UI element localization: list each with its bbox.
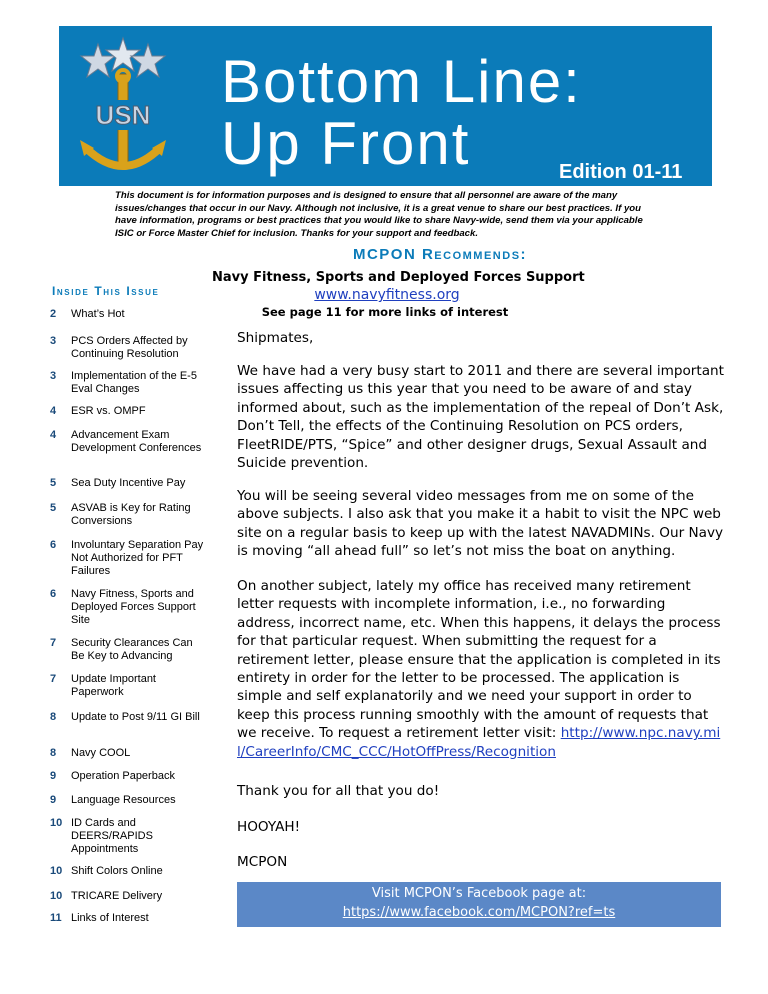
toc-item[interactable] [50, 637, 212, 663]
toc-page-number: 3 [50, 370, 57, 382]
toc-item[interactable] [50, 890, 212, 903]
toc-item[interactable] [50, 370, 212, 396]
toc-item[interactable] [50, 429, 212, 455]
toc-page-number: 8 [50, 747, 57, 759]
newsletter-title-line2: Up Front [221, 110, 471, 177]
toc-page-number: 9 [50, 794, 57, 806]
toc-item-label: Navy COOL [71, 747, 131, 759]
toc-item-label: Shift Colors Online [71, 865, 163, 877]
recommended-site-link[interactable]: www.navyfitness.org [314, 287, 460, 303]
toc-item-label: Language Resources [71, 794, 176, 806]
toc-heading: Inside This Issue [52, 284, 160, 298]
facebook-link-line [237, 905, 721, 921]
toc-item-label: What’s Hot [71, 308, 125, 320]
letter-paragraph-3-text: On another subject, lately my office has received many retirement letter requests with incomplete information, i.e., no forwarding address, incorrect name, etc. When this happens, it delays the process for that particular request. When submitting the request for a retirement letter, please ensure that the application is completed in its entirety in order for the letter to be processed. The application is simple and self explanatorily and we need your support in order to keep this process running smoothly with the amount of requests that we receive. To request a retirement letter visit: [237, 578, 721, 742]
toc-item[interactable] [50, 335, 212, 361]
letter-thanks: Thank you for all that you do! [237, 783, 440, 799]
toc-item[interactable] [50, 747, 212, 760]
toc-item[interactable] [50, 711, 212, 724]
letter-paragraph-2: You will be seeing several video messages from me on some of the above subjects. I also ask that you make it a habit to visit the NPC web site on a regular basis to keep up with the latest NAVADMINs. Our Navy is moving “all ahead full” so let’s not miss the boat on anything. [237, 488, 724, 560]
recommended-site-title: Navy Fitness, Sports and Deployed Forces Support [212, 270, 585, 285]
toc-page-number: 6 [50, 539, 57, 551]
toc-page-number: 5 [50, 477, 57, 489]
toc-page-number: 10 [50, 890, 63, 902]
toc-item-label: Implementation of the E-5 Eval Changes [71, 370, 197, 395]
toc-page-number: 6 [50, 588, 57, 600]
toc-item[interactable] [50, 770, 212, 783]
toc-item-label: Navy Fitness, Sports and Deployed Forces Support Site [71, 588, 196, 626]
letter-signature: MCPON [237, 854, 288, 870]
toc-item-label: Sea Duty Incentive Pay [71, 477, 186, 489]
toc-item-label: ASVAB is Key for Rating Conversions [71, 502, 191, 527]
toc-page-number: 10 [50, 865, 63, 877]
toc-item-label: Operation Paperback [71, 770, 175, 782]
toc-item-label: TRICARE Delivery [71, 890, 163, 902]
toc-item[interactable] [50, 912, 212, 925]
facebook-callout-text: Visit MCPON’s Facebook page at: [371, 886, 587, 901]
toc-item[interactable] [50, 673, 212, 699]
toc-item[interactable] [50, 794, 212, 807]
retirement-letter-link[interactable]: http://www.npc.navy.mil/CareerInfo/CMC_CCC/HotOffPress/Recognition [237, 725, 721, 760]
toc-page-number: 4 [50, 429, 57, 441]
toc-item-label: Links of Interest [71, 912, 149, 924]
intro-disclaimer: This document is for information purposes and is designed to ensure that all personnel are aware of the many issues/changes that occur in our Navy. Although not inclusive, it is a great venue to share our best practices. If you have information, programs or best practices that you would like to share Navy-wide, send them via your applicable ISIC or Force Master Chief for inclusion. Thanks for your support and feedback. [115, 190, 643, 239]
toc-item-label: PCS Orders Affected by Continuing Resolution [71, 335, 188, 360]
facebook-link[interactable]: https://www.facebook.com/MCPON?ref=ts [342, 905, 616, 920]
toc-page-number: 7 [50, 673, 57, 685]
toc-item[interactable] [50, 817, 212, 856]
toc-page-number: 8 [50, 711, 57, 723]
toc-item-label: Involuntary Separation Pay Not Authorized for PFT Failures [71, 539, 204, 577]
toc-page-number: 10 [50, 817, 63, 829]
toc-item-label: ESR vs. OMPF [71, 405, 146, 417]
toc-item[interactable] [50, 865, 212, 878]
mcpon-recommends-heading: MCPON Recommends: [352, 246, 528, 263]
logo-text: USN [95, 100, 151, 130]
letter-paragraph-1: We have had a very busy start to 2011 and there are several important issues affecting us this year that you need to be aware of and stay informed about, such as the implementation of the repeal of Don’t Ask, Don’t Tell, the effects of the Continuing Resolution on PCS orders, FleetRIDE/PTS, “Spice” and other designer drugs, Sexual Assault and Suicide prevention. [237, 363, 724, 472]
toc-page-number: 9 [50, 770, 57, 782]
toc-item[interactable] [50, 308, 212, 321]
newsletter-title-line1: Bottom Line: [221, 48, 582, 115]
letter-paragraph-3 [237, 577, 727, 761]
toc-item-label: Update Important Paperwork [71, 673, 156, 698]
toc-item[interactable] [50, 477, 212, 490]
toc-item[interactable] [50, 539, 212, 578]
toc-page-number: 2 [50, 308, 57, 320]
toc-item-label: Security Clearances Can Be Key to Advancing [71, 637, 193, 662]
more-links-note: See page 11 for more links of interest [261, 305, 509, 319]
toc-page-number: 5 [50, 502, 57, 514]
toc-page-number: 11 [50, 912, 62, 924]
toc-item-label: ID Cards and DEERS/RAPIDS Appointments [71, 817, 153, 855]
navy-anchor-logo-icon [68, 36, 178, 186]
toc-item[interactable] [50, 502, 212, 528]
toc-page-number: 3 [50, 335, 57, 347]
letter-closing-hooyah: HOOYAH! [237, 819, 301, 835]
toc-item[interactable] [50, 588, 212, 627]
edition-label: Edition 01-11 [559, 161, 683, 183]
toc-item-label: Advancement Exam Development Conferences [71, 429, 202, 454]
toc-item-label: Update to Post 9/11 GI Bill [71, 711, 200, 723]
toc-page-number: 4 [50, 405, 57, 417]
letter-greeting: Shipmates, [237, 330, 314, 346]
toc-item[interactable] [50, 405, 212, 418]
toc-page-number: 7 [50, 637, 57, 649]
